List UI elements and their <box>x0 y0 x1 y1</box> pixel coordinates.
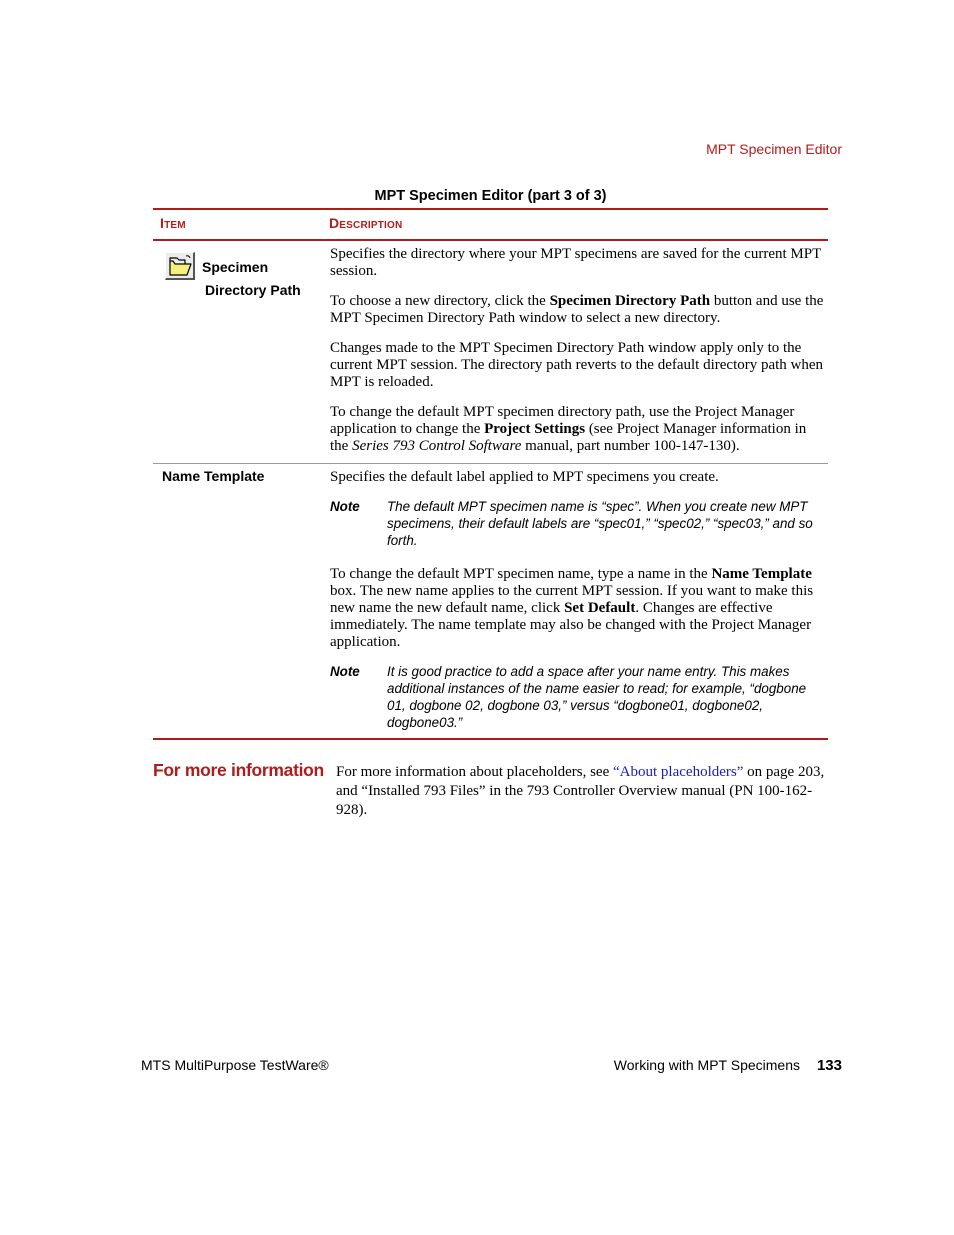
footer-chapter-title: Working with MPT Specimens <box>613 1057 800 1073</box>
description-paragraph: Specifies the default label applied to MPT specimens you create. <box>330 469 719 485</box>
item-name-template-label: Name Template <box>162 468 265 484</box>
more-info-paragraph: For more information about placeholders, see “About placeholders” on page 203, and “Installed 793 Files” in the 793 Controller Overview manual (PN 100-162-928). <box>336 764 825 818</box>
note-label: Note <box>330 499 360 514</box>
page-number: 133 <box>816 1057 842 1074</box>
table-header-rule <box>153 239 828 241</box>
item-specimen-label: Specimen <box>202 259 269 275</box>
description-paragraph: Specifies the directory where your MPT specimens are saved for the current MPT session. <box>330 246 821 279</box>
table-bottom-rule <box>153 738 828 740</box>
table-title: MPT Specimen Editor (part 3 of 3) <box>374 188 607 204</box>
more-info-heading: For more information <box>153 760 324 780</box>
running-head: MPT Specimen Editor <box>706 141 842 157</box>
footer-product-name: MTS MultiPurpose TestWare® <box>141 1057 329 1073</box>
note-text: The default MPT specimen name is “spec”. When you create new MPT specimens, their default labels are “spec01,” “spec02,” “spec03,” and so forth. <box>387 499 813 548</box>
description-paragraph: To change the default MPT specimen directory path, use the Project Manager application to change the Project Settings (see Project Manager information in the Series 793 Control Software manual, part number 100-147-130). <box>330 404 807 454</box>
column-header-item: Item <box>160 215 186 231</box>
description-paragraph: To choose a new directory, click the Specimen Directory Path button and use the MPT Specimen Directory Path window to select a new directory. <box>330 293 824 326</box>
description-paragraph: Changes made to the MPT Specimen Directory Path window apply only to the current MPT session. The directory path reverts to the default directory path when MPT is reloaded. <box>330 340 824 390</box>
note-label: Note <box>330 664 360 679</box>
row-divider <box>153 463 828 464</box>
specimen-directory-path-button[interactable] <box>165 252 195 280</box>
note-text: It is good practice to add a space after your name entry. This makes additional instances of the name easier to read; for example, “dogbone 01, dogbone 02, dogbone 03,” versus “dogbone01, dogbone02, dogbone03.” <box>387 664 807 730</box>
column-header-description: Description <box>329 215 403 231</box>
about-placeholders-link[interactable]: “About placeholders” <box>613 764 744 780</box>
item-directory-path-label: Directory Path <box>205 282 301 298</box>
table-top-rule <box>153 208 828 210</box>
description-paragraph: To change the default MPT specimen name, type a name in the Name Template box. The new name applies to the current MPT session. If you want to make this new name the new default name, click Set Default. Changes are effective immediately. The name template may also be changed with the Project Manager application. <box>330 566 814 650</box>
folder-icon <box>167 254 193 278</box>
